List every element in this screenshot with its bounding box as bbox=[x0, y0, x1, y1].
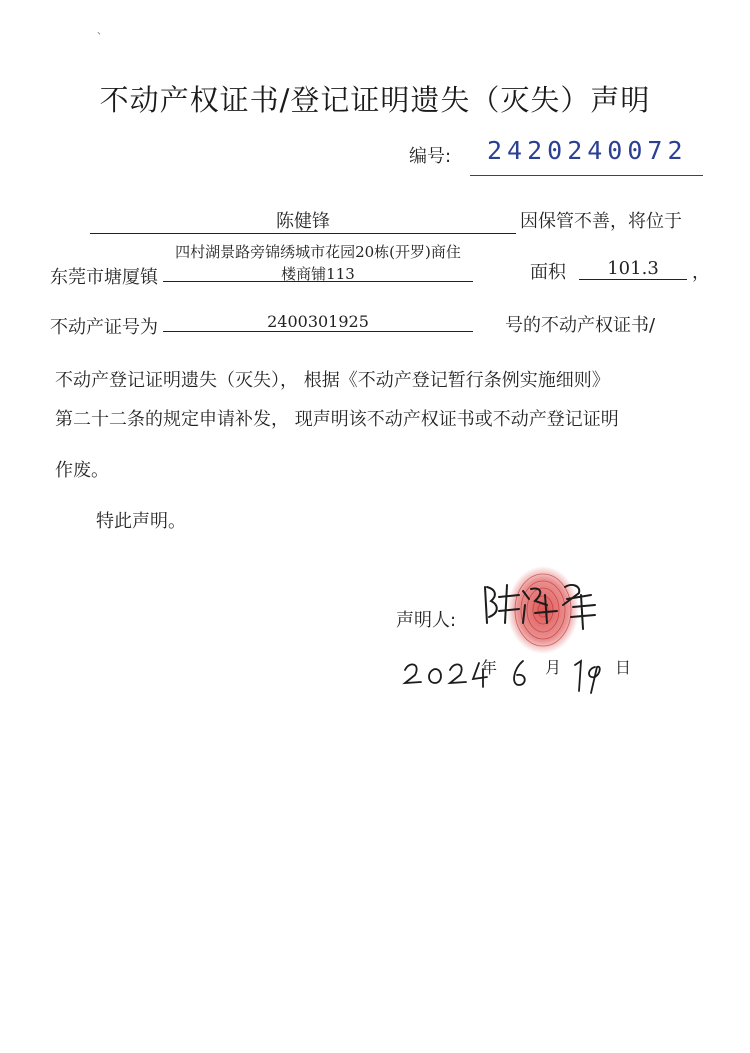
page-title: 不动产权证书/登记证明遗失（灭失）声明 bbox=[99, 83, 651, 117]
date-month bbox=[520, 668, 521, 669]
declarant-name-field: 陈健锋 bbox=[276, 211, 330, 232]
declarant-name-underline bbox=[90, 233, 516, 234]
area-suffix: ， bbox=[692, 262, 710, 283]
paragraph-line-3: 作废。 bbox=[55, 460, 109, 481]
reason-text: 因保管不善，将位于 bbox=[520, 211, 682, 232]
cert-suffix: 号的不动产权证书/ bbox=[505, 315, 656, 336]
paragraph-line-1: 不动产登记证明遗失（灭失）， 根据《不动产登记暂行条例实施细则》 bbox=[55, 370, 610, 391]
date-handwriting bbox=[405, 661, 600, 693]
serial-label: 编号: bbox=[409, 146, 452, 167]
date-year bbox=[402, 668, 405, 669]
cert-label: 不动产证号为 bbox=[50, 317, 158, 338]
cert-number: 2400301925 bbox=[267, 312, 369, 331]
date-month-unit: 月 bbox=[545, 658, 562, 677]
date-day bbox=[575, 668, 576, 669]
serial-underline bbox=[470, 175, 703, 176]
signer-label: 声明人: bbox=[396, 610, 457, 631]
signature-text bbox=[405, 658, 408, 659]
cert-underline bbox=[163, 331, 473, 332]
address-line-2: 楼商铺113 bbox=[281, 265, 355, 283]
area-underline bbox=[579, 279, 687, 280]
area-label: 面积 bbox=[530, 262, 566, 283]
signature-area bbox=[395, 565, 645, 725]
paragraph-line-2: 第二十二条的规定申请补发， 现声明该不动产权证书或不动产登记证明 bbox=[55, 409, 619, 430]
location-prefix: 东莞市塘厦镇 bbox=[50, 267, 158, 288]
closing-text: 特此声明。 bbox=[96, 511, 186, 532]
date-year-unit: 年 bbox=[481, 658, 498, 677]
corner-mark: 、 bbox=[97, 26, 107, 37]
serial-number: 2420240072 bbox=[487, 136, 688, 165]
address-line-1: 四村湖景路旁锦绣城市花园20栋(开罗)商住 bbox=[175, 243, 461, 261]
date-day-unit: 日 bbox=[615, 658, 632, 677]
area-value: 101.3 bbox=[607, 258, 659, 279]
